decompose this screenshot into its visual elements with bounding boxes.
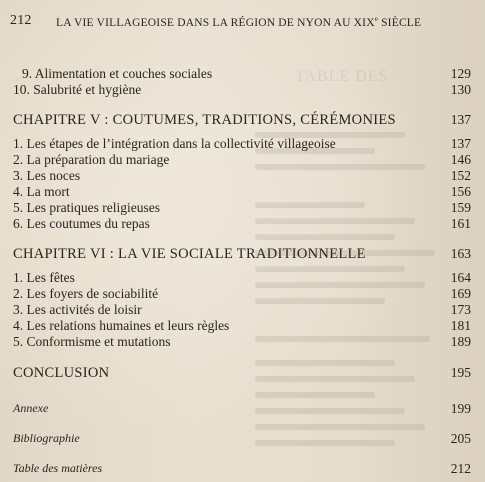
toc-entry-page: 189 [450,334,471,349]
toc-entry-page: 156 [450,184,471,199]
chapter-page: 137 [450,112,471,127]
bibliographie-page: 205 [450,431,471,446]
toc-entry-page: 161 [450,216,471,231]
toc-entry-page: 173 [450,302,471,317]
table-matieres-page: 212 [450,461,471,476]
toc-entry-label: 5. Les pratiques religieuses [13,200,160,215]
toc-entry[interactable] [0,82,485,102]
toc-entry-page: 169 [450,286,471,301]
show-through-text: TABLE DES [255,60,465,480]
toc-entry-page: 130 [450,82,471,97]
toc-entry-page: 129 [450,66,471,81]
annexe-title: Annexe [13,401,49,415]
toc-entry-page: 164 [450,270,471,285]
toc-entry-label: 9. Alimentation et couches sociales [22,66,213,81]
toc-entry-label: 3. Les activités de loisir [13,302,142,317]
chapter-heading[interactable] [0,112,485,132]
annexe-page: 199 [450,401,471,416]
toc-entry-label: 1. Les étapes de l’intégration dans la collectivité villageoise [13,136,336,151]
chapter-title: CHAPITRE V : COUTUMES, TRADITIONS, CÉRÉMONIES [13,112,396,128]
toc-table-matieres[interactable] [0,461,485,481]
table-matieres-title: Table des matières [13,461,103,475]
toc-entry-label: 10. Salubrité et hygiène [13,82,142,97]
page-number: 212 [10,13,32,28]
toc-entry-label: 2. La préparation du mariage [13,152,170,167]
toc-entry-label: 1. Les fêtes [13,270,75,285]
conclusion-page: 195 [450,365,471,380]
conclusion-title: CONCLUSION [13,365,110,381]
toc-entry-label: 4. Les relations humaines et leurs règles [13,318,230,333]
toc-entry-label: 4. La mort [13,184,70,199]
toc-entry-page: 152 [450,168,471,183]
chapter-title: CHAPITRE VI : LA VIE SOCIALE TRADITIONNELLE [13,246,366,262]
running-title: LA VIE VILLAGEOISE DANS LA RÉGION DE NYON AU XIXe SIÈCLE [56,15,422,29]
toc-entry[interactable] [0,216,485,236]
running-header [10,13,479,33]
toc-entry[interactable] [0,334,485,354]
bibliographie-title: Bibliographie [13,431,80,445]
toc-entry-label: 2. Les foyers de sociabilité [13,286,159,301]
toc-entry-label: 5. Conformisme et mutations [13,334,171,349]
chapter-page: 163 [450,246,471,261]
toc-conclusion[interactable] [0,365,485,385]
toc-entry-page: 137 [450,136,471,151]
toc-entry-page: 146 [450,152,471,167]
toc-entry-page: 159 [450,200,471,215]
toc-bibliographie[interactable] [0,431,485,451]
toc-annexe[interactable] [0,401,485,421]
chapter-heading[interactable] [0,246,485,266]
toc-entry-page: 181 [450,318,471,333]
toc-entry-label: 6. Les coutumes du repas [13,216,150,231]
toc-entry-label: 3. Les noces [13,168,81,183]
